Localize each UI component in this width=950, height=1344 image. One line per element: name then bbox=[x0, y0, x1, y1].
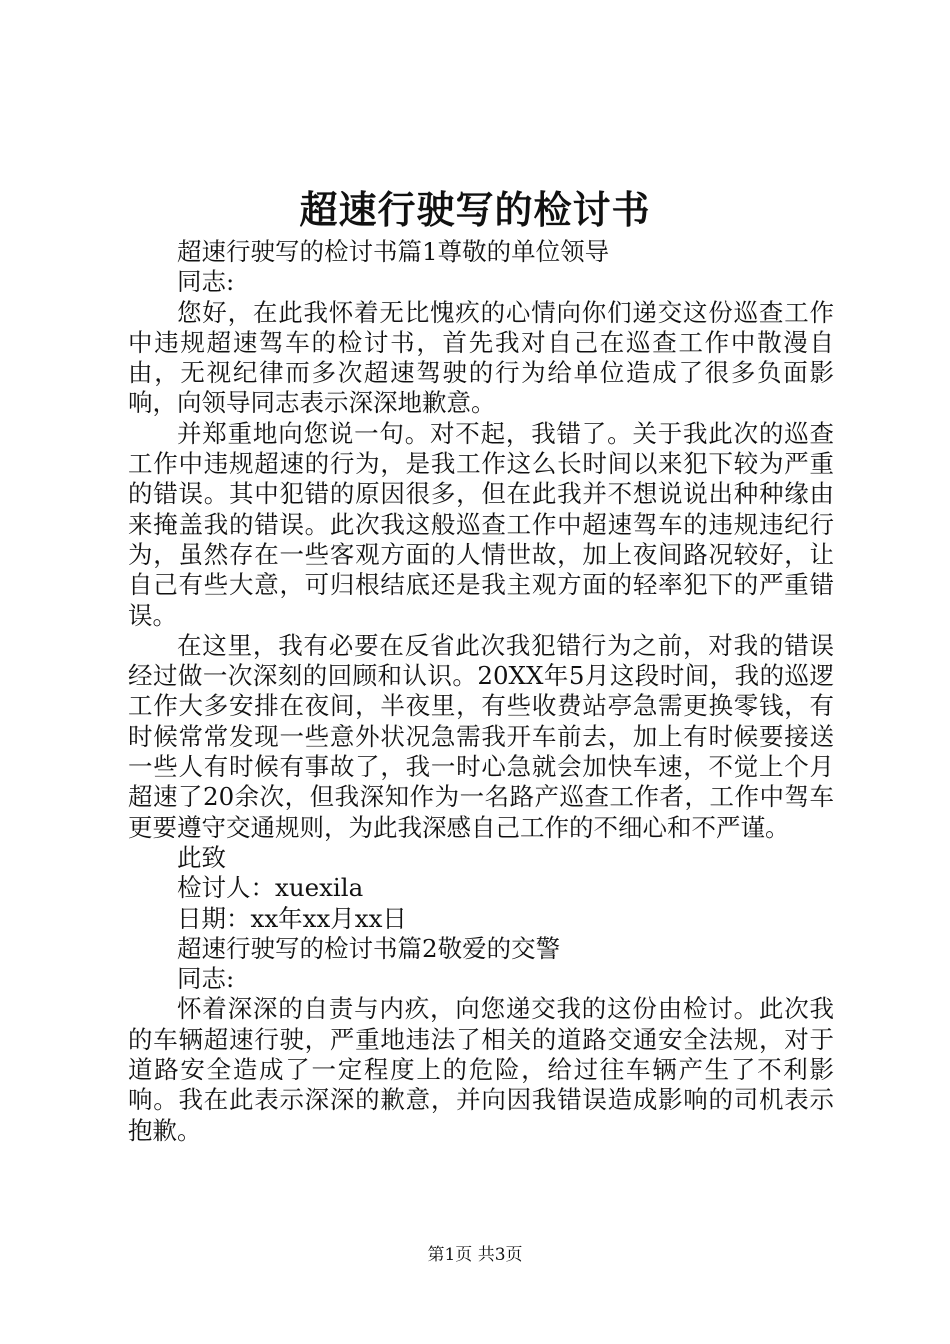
section1-heading: 超速行驶写的检讨书篇1尊敬的单位领导 bbox=[177, 237, 610, 266]
section1-paragraph-1: 您好，在此我怀着无比愧疚的心情向你们递交这份巡查工作中违规超速驾车的检讨书，首先我对自己在巡查工作中散漫自由，无视纪律而多次超速驾驶的行为给单位造成了很多负面影响，向领导同志表示深深地歉意。 bbox=[128, 297, 834, 418]
document-title: 超速行驶写的检讨书 bbox=[299, 187, 651, 232]
section1-paragraph-2: 并郑重地向您说一句。对不起，我错了。关于我此次的巡查工作中违规超速的行为，是我工作这么长时间以来犯下较为严重的错误。其中犯错的原因很多，但在此我并不想说说出种种缘由来掩盖我的错误。此次我这般巡查工作中超速驾车的违规违纪行为，虽然存在一些客观方面的人情世故，加上夜间路况较好，让自己有些大意，可归根结底还是我主观方面的轻率犯下的严重错误。 bbox=[128, 418, 834, 630]
section1-paragraph-3: 在这里，我有必要在反省此次我犯错行为之前，对我的错误经过做一次深刻的回顾和认识。20XX年5月这段时间，我的巡逻工作大多安排在夜间，半夜里，有些收费站亭急需更换零钱，有时候常常发现一些意外状况急需我开车前去，加上有时候要接送一些人有时候有事故了，我一时心急就会加快车速，不觉上个月超速了20余次，但我深知作为一名路产巡查工作者，工作中驾车更要遵守交通规则，为此我深感自己工作的不细心和不严谨。 bbox=[128, 630, 834, 842]
section1-salutation: 同志: bbox=[177, 267, 235, 297]
section2-salutation: 同志: bbox=[177, 964, 235, 994]
section1-signer: 检讨人：xuexila bbox=[177, 873, 364, 903]
section2-paragraph-1: 怀着深深的自责与内疚，向您递交我的这份由检讨。此次我的车辆超速行驶，严重地违法了相关的道路交通安全法规，对于道路安全造成了一定程度上的危险，给过往车辆产生了不利影响。我在此表示深深的歉意，并向因我错误造成影响的司机表示抱歉。 bbox=[128, 994, 834, 1145]
section1-date: 日期：xx年xx月xx日 bbox=[177, 903, 407, 933]
section1-closing: 此致 bbox=[177, 842, 226, 872]
page-number: 第1页 共3页 bbox=[427, 1245, 523, 1265]
document-body bbox=[128, 237, 834, 1146]
section2-heading: 超速行驶写的检讨书篇2敬爱的交警 bbox=[177, 933, 561, 963]
